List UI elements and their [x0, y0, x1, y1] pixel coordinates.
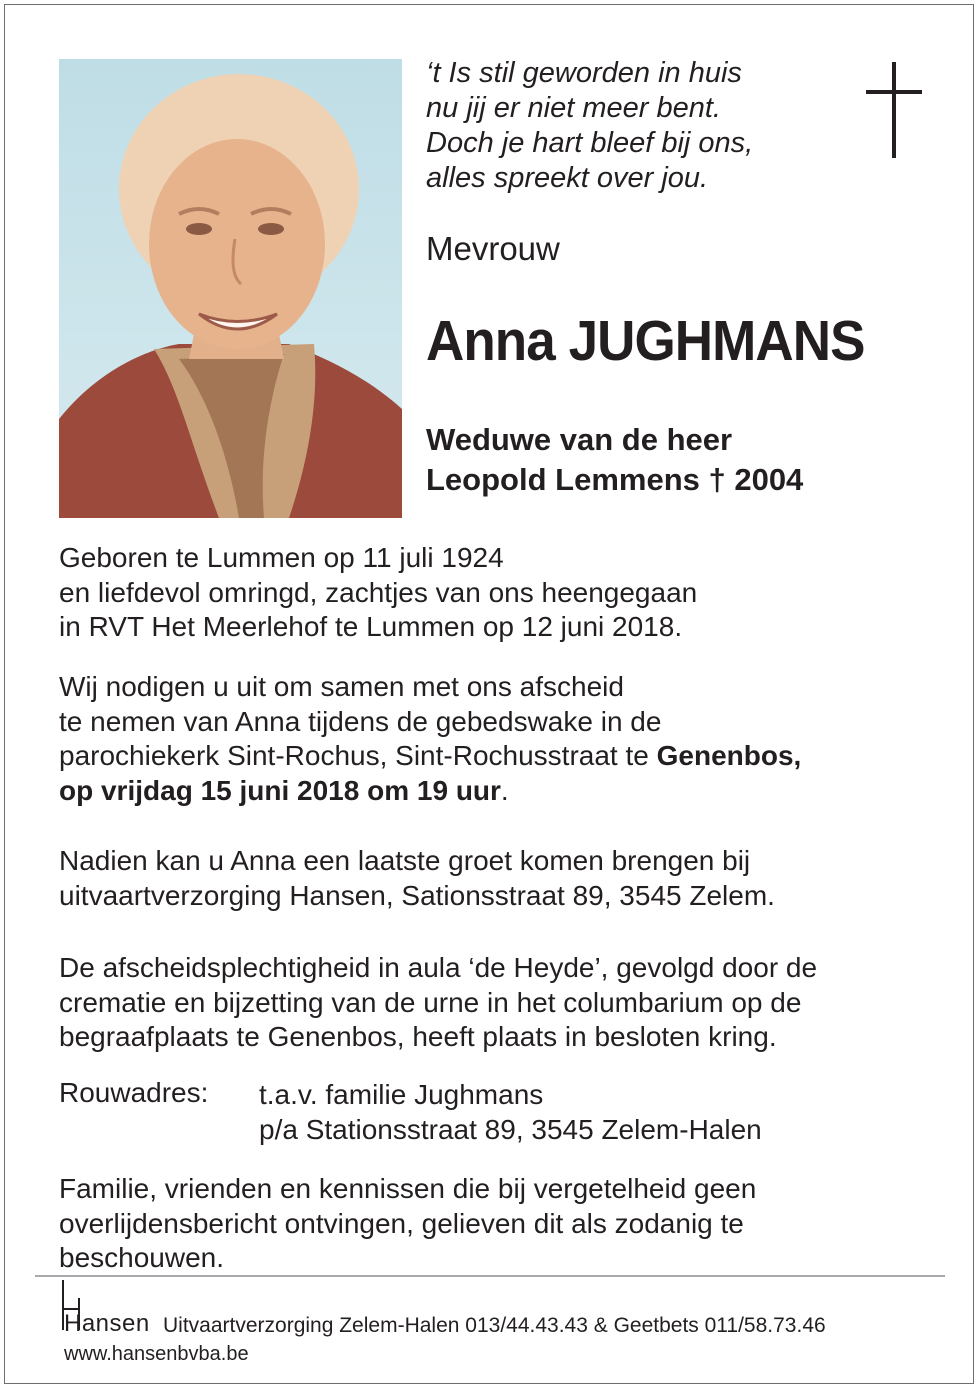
- address-label: Rouwadres:: [59, 1077, 209, 1108]
- text-line: en liefdevol omringd, zachtjes van ons heengegaan: [59, 576, 698, 608]
- mourning-address: [259, 1077, 762, 1147]
- cross-icon: [866, 62, 922, 158]
- ceremony-paragraph: [59, 951, 817, 1055]
- visit-paragraph: [59, 844, 775, 913]
- honorific: Mevrouw: [426, 230, 560, 267]
- date-highlight: op vrijdag 15 juni 2018 om 19 uur: [59, 774, 501, 806]
- poem-line: alles spreekt over jou.: [426, 162, 709, 194]
- poem-line: nu jij er niet meer bent.: [426, 92, 721, 124]
- text-line: Geboren te Lummen op 11 juli 1924: [59, 542, 504, 573]
- widow-line: Weduwe van de heer: [426, 422, 733, 457]
- text-span: parochiekerk Sint-Rochus, Sint-Rochusstraat te: [59, 740, 657, 771]
- text-line: Familie, vrienden en kennissen die bij vergetelheid geen: [59, 1173, 757, 1204]
- address-line: p/a Stationsstraat 89, 3545 Zelem-Halen: [259, 1114, 762, 1145]
- text-line: Nadien kan u Anna een laatste groet komen brengen bij: [59, 845, 751, 876]
- text-line: overlijdensbericht ontvingen, gelieven dit als zodanig te: [59, 1207, 744, 1239]
- text-line: in RVT Het Meerlehof te Lummen op 12 juni 2018.: [59, 611, 683, 642]
- widow-line: Leopold Lemmens † 2004: [426, 462, 804, 497]
- address-line: t.a.v. familie Jughmans: [259, 1079, 544, 1110]
- text-line: uitvaartverzorging Hansen, Sationsstraat 89, 3545 Zelem.: [59, 879, 775, 911]
- text-line: crematie en bijzetting van de urne in het columbarium op de: [59, 986, 802, 1018]
- poem-line: Doch je hart bleef bij ons,: [426, 127, 754, 159]
- poem: [426, 56, 753, 196]
- logo-wordmark: Hansen: [64, 1310, 150, 1337]
- text-line: [59, 739, 801, 774]
- poem-line: ‘t Is stil geworden in huis: [426, 57, 742, 89]
- text-line: [59, 774, 801, 809]
- location-highlight: Genenbos,: [656, 740, 802, 771]
- birth-paragraph: [59, 541, 697, 645]
- text-span: .: [500, 774, 509, 806]
- text-line: te nemen van Anna tijdens de gebedswake in de: [59, 705, 662, 737]
- funeral-home-info: Uitvaartverzorging Zelem-Halen 013/44.43.43 & Geetbets 011/58.73.46: [163, 1314, 826, 1337]
- invitation-paragraph: [59, 670, 801, 808]
- widow-statement: [426, 420, 803, 500]
- text-line: begraafplaats te Genenbos, heeft plaats in besloten kring.: [59, 1021, 777, 1052]
- text-line: Wij nodigen u uit om samen met ons afscheid: [59, 671, 624, 702]
- deceased-name: Anna JUGHMANS: [426, 309, 865, 373]
- text-line: De afscheidsplechtigheid in aula ‘de Heyde’, gevolgd door de: [59, 952, 818, 983]
- portrait-photo: [59, 59, 402, 518]
- website-link[interactable]: www.hansenbvba.be: [64, 1343, 249, 1365]
- text-line: beschouwen.: [59, 1242, 225, 1273]
- notice-paragraph: [59, 1172, 756, 1276]
- footer-divider: [35, 1275, 945, 1277]
